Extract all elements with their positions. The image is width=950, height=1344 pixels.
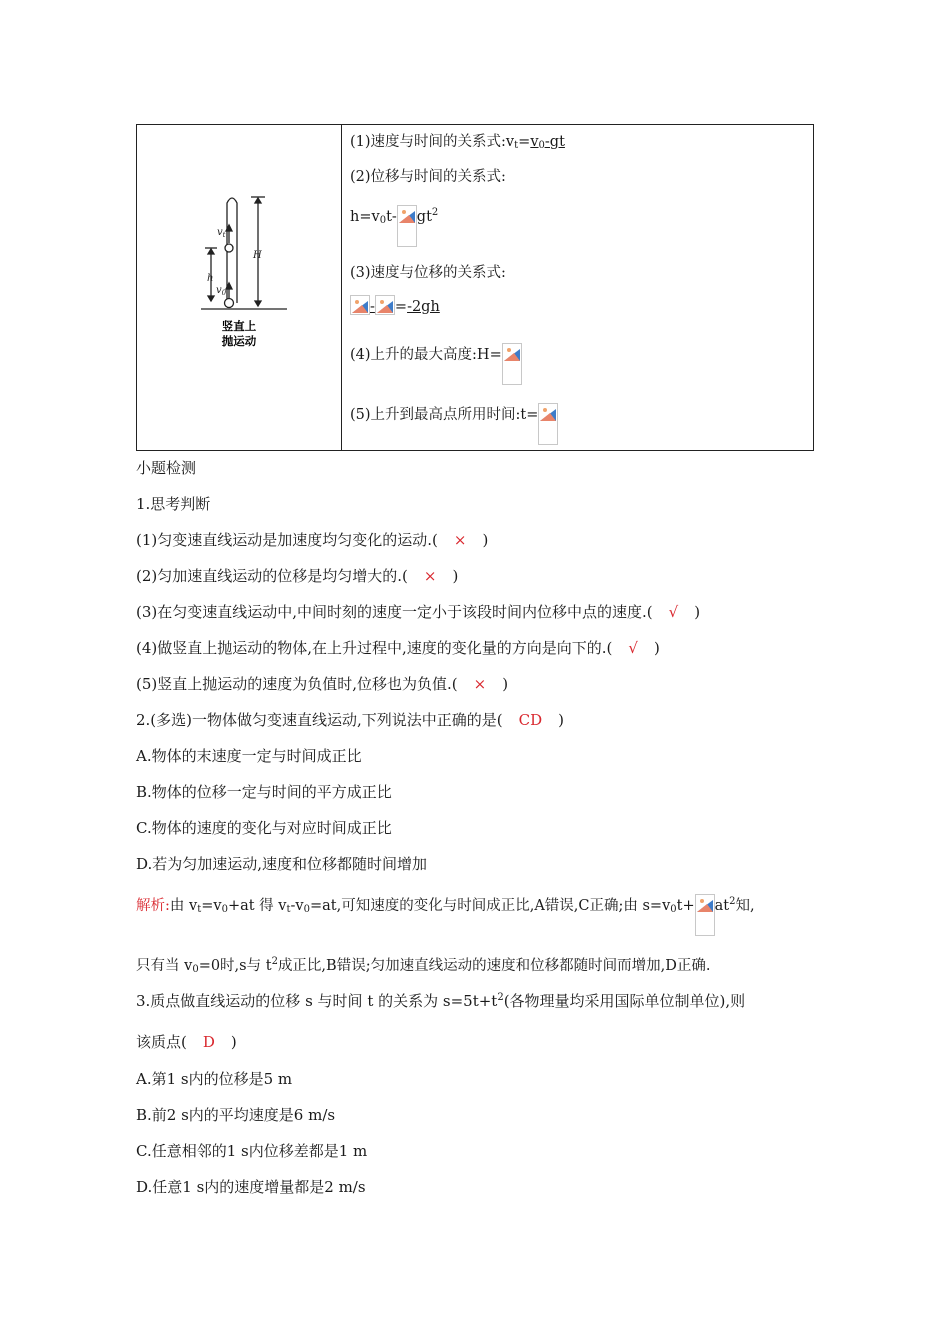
- half-fraction-image-icon: [695, 894, 715, 936]
- q1-item-5: (5)竖直上抛运动的速度为负值时,位移也为负值.( × ): [136, 675, 509, 693]
- formula-3-title: (3)速度与位移的关系式:: [350, 265, 506, 281]
- q3-option-c: C.任意相邻的1 s内位移差都是1 m: [136, 1142, 368, 1160]
- q2-stem: 2.(多选)一物体做匀变速直线运动,下列说法中正确的是( CD ): [136, 711, 565, 729]
- q1-title: 1.思考判断: [136, 495, 211, 513]
- q2-option-c: C.物体的速度的变化与对应时间成正比: [136, 819, 392, 837]
- formula-3: - =-2gh: [350, 295, 440, 315]
- q1-item-4: (4)做竖直上抛运动的物体,在上升过程中,速度的变化量的方向是向下的.( √ ): [136, 639, 660, 657]
- q2-option-d: D.若为匀加速运动,速度和位移都随时间增加: [136, 855, 428, 873]
- answer-mark: ×: [423, 567, 437, 585]
- table-divider: [341, 125, 342, 450]
- figure-caption-line1: 竖直上: [221, 319, 257, 333]
- formula-table: [136, 124, 814, 451]
- label-v0: $v_0$: [216, 285, 227, 297]
- ball-lower: [225, 299, 234, 308]
- formula-2: $h=v_0t-$ $gt^2$: [350, 205, 438, 247]
- q2-analysis-line2: 只有当 $v_0=0$时,s与 $t^2$成正比,B错误;匀加速直线运动的速度和位移都随时间而增加,D正确.: [136, 956, 711, 975]
- q1-item-3: (3)在匀变速直线运动中,中间时刻的速度一定小于该段时间内位移中点的速度.( √ ): [136, 603, 701, 621]
- answer-mark: CD: [518, 711, 543, 729]
- section-title: 小题检测: [136, 459, 197, 477]
- q3-stem-line2: 该质点( D ): [136, 1033, 237, 1051]
- q1-item-2: (2)匀加速直线运动的位移是均匀增大的.( × ): [136, 567, 459, 585]
- analysis-label: 解析:: [136, 898, 170, 914]
- q2-analysis-line1: 解析:由 $v_t=v_0+at$ 得 $v_t-v_0=at$,可知速度的变化与时间成正比,A错误,C正确;由 $s=v_0t+$ $at^2$知,: [136, 894, 755, 936]
- label-h: h: [207, 273, 214, 284]
- q2-option-b: B.物体的位移一定与时间的平方成正比: [136, 783, 392, 801]
- q3-option-a: A.第1 s内的位移是5 m: [136, 1070, 293, 1088]
- answer-mark: ×: [473, 675, 487, 693]
- q2-option-a: A.物体的末速度一定与时间成正比: [136, 747, 362, 765]
- answer-mark: √: [668, 603, 679, 621]
- formula-5: (5)上升到最高点所用时间:t=: [350, 403, 558, 445]
- answer-mark: √: [628, 639, 638, 657]
- figure-caption-line2: 抛运动: [221, 334, 257, 348]
- fraction-image-icon: [397, 205, 417, 247]
- formula-2-title: (2)位移与时间的关系式:: [350, 169, 506, 185]
- formula-1: (1)速度与时间的关系式$:v_t=v_0-gt$: [350, 134, 565, 151]
- q3-option-d: D.任意1 s内的速度增量都是2 m/s: [136, 1178, 366, 1196]
- ball-upper: [225, 244, 233, 252]
- answer-mark: D: [202, 1033, 215, 1051]
- formula-4: (4)上升的最大高度:H=: [350, 343, 522, 385]
- answer-mark: ×: [453, 531, 467, 549]
- rise-time-image-icon: [538, 403, 558, 445]
- label-H: H: [253, 250, 262, 261]
- vt-squared-image-icon: [350, 295, 370, 315]
- v0-squared-image-icon: [375, 295, 395, 315]
- vertical-throw-figure: [137, 125, 341, 450]
- q1-item-1: (1)匀变速直线运动是加速度均匀变化的运动.( × ): [136, 531, 489, 549]
- q3-option-b: B.前2 s内的平均速度是6 m/s: [136, 1106, 336, 1124]
- max-height-image-icon: [502, 343, 522, 385]
- label-vt: $v_t$: [217, 227, 226, 239]
- q3-stem-line1: 3.质点做直线运动的位移 s 与时间 t 的关系为 $s=5t+t^2$(各物理量均采用国际单位制单位),则: [136, 992, 746, 1010]
